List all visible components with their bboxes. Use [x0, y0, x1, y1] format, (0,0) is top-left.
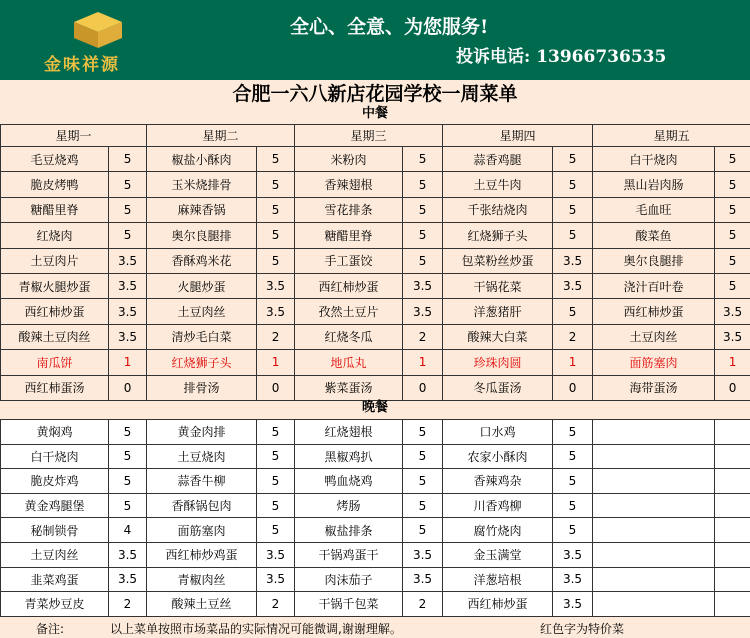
- dish-price: 2: [257, 592, 295, 617]
- dinner-row: [1, 592, 750, 617]
- dish-name: 米粉肉: [295, 147, 403, 172]
- dish-name: 脆皮炸鸡: [1, 469, 109, 494]
- empty-cell: [715, 518, 750, 543]
- day-header: 星期二: [147, 125, 295, 147]
- dish-price: 3.5: [109, 299, 147, 324]
- dish-name: 土豆烧肉: [147, 444, 257, 469]
- dish-price: 5: [109, 420, 147, 445]
- dish-price: 5: [553, 299, 593, 324]
- dish-price: 5: [257, 248, 295, 273]
- dish-price: 2: [403, 592, 443, 617]
- dish-price: 5: [257, 444, 295, 469]
- dish-price: 5: [109, 469, 147, 494]
- dish-name: 农家小酥肉: [443, 444, 553, 469]
- dish-name: 鸭血烧鸡: [295, 469, 403, 494]
- dish-price: 5: [257, 197, 295, 222]
- dinner-section-label: 晚餐: [361, 400, 388, 415]
- dish-name: 千张结烧肉: [443, 197, 553, 222]
- dish-price: 3.5: [257, 542, 295, 567]
- lunch-row: [1, 172, 750, 197]
- header-banner: [0, 0, 750, 80]
- dish-name: 香酥鸡米花: [147, 248, 257, 273]
- dish-name: 红烧冬瓜: [295, 324, 403, 349]
- dish-price: 5: [553, 518, 593, 543]
- dish-name: 玉米烧排骨: [147, 172, 257, 197]
- dish-price: 0: [715, 375, 750, 400]
- dinner-table: [0, 419, 750, 617]
- dish-price: 0: [109, 375, 147, 400]
- dish-price: 3.5: [257, 273, 295, 298]
- lunch-row: [1, 147, 750, 172]
- dish-name: 干锅千包菜: [295, 592, 403, 617]
- dish-name: 西红柿炒蛋: [295, 273, 403, 298]
- day-header: 星期四: [443, 125, 593, 147]
- dish-price: 3.5: [109, 324, 147, 349]
- dish-price: 3.5: [715, 299, 750, 324]
- dish-name: 土豆肉丝: [147, 299, 257, 324]
- dish-price: 4: [109, 518, 147, 543]
- dish-name: 香辣鸡杂: [443, 469, 553, 494]
- dish-price: 5: [715, 147, 750, 172]
- dish-name: 酸辣大白菜: [443, 324, 553, 349]
- dish-price: 3.5: [403, 567, 443, 592]
- dish-price: 1: [715, 350, 750, 375]
- dish-price: 5: [403, 420, 443, 445]
- dish-name: 秘制锁骨: [1, 518, 109, 543]
- dinner-row: [1, 469, 750, 494]
- dish-price: 5: [553, 469, 593, 494]
- dish-name: 腐竹烧肉: [443, 518, 553, 543]
- dinner-row: [1, 567, 750, 592]
- dish-price: 5: [109, 172, 147, 197]
- footer: [0, 618, 750, 638]
- dish-name: 脆皮烤鸭: [1, 172, 109, 197]
- dish-price: 5: [257, 172, 295, 197]
- lunch-row: [1, 299, 750, 324]
- dish-price: 3.5: [715, 324, 750, 349]
- dish-name: 糖醋里脊: [295, 223, 403, 248]
- empty-cell: [715, 542, 750, 567]
- dish-name: 排骨汤: [147, 375, 257, 400]
- dish-name: 糖醋里脊: [1, 197, 109, 222]
- empty-cell: [593, 518, 715, 543]
- dish-price: 3.5: [553, 248, 593, 273]
- logo-text: 金味祥源: [44, 55, 120, 75]
- dish-price: 5: [553, 420, 593, 445]
- dish-price: 3.5: [553, 542, 593, 567]
- dinner-row: [1, 420, 750, 445]
- lunch-section-label: 中餐: [361, 106, 388, 121]
- dish-name: 面筋塞肉: [593, 350, 715, 375]
- dish-name: 黑椒鸡扒: [295, 444, 403, 469]
- dish-name: 西红柿炒蛋: [1, 299, 109, 324]
- dish-name: 肉沫茄子: [295, 567, 403, 592]
- dish-name: 香辣翅根: [295, 172, 403, 197]
- dish-price: 3.5: [553, 592, 593, 617]
- dish-name: 酸菜鱼: [593, 223, 715, 248]
- dish-price: 0: [553, 375, 593, 400]
- lunch-row: [1, 273, 750, 298]
- dinner-row: [1, 518, 750, 543]
- footer-label: 备注:: [36, 622, 65, 636]
- lunch-row: [1, 223, 750, 248]
- dish-price: 5: [553, 147, 593, 172]
- empty-cell: [715, 444, 750, 469]
- lunch-table: [0, 124, 750, 401]
- day-header: 星期五: [593, 125, 750, 147]
- dish-price: 2: [109, 592, 147, 617]
- dish-price: 3.5: [109, 273, 147, 298]
- dish-name: 面筋塞肉: [147, 518, 257, 543]
- dish-price: 5: [553, 444, 593, 469]
- dish-name: 火腿炒蛋: [147, 273, 257, 298]
- dish-price: 5: [553, 172, 593, 197]
- dish-name: 毛血旺: [593, 197, 715, 222]
- lunch-row: [1, 350, 750, 375]
- dish-price: 5: [109, 197, 147, 222]
- dish-price: 5: [257, 147, 295, 172]
- dish-price: 0: [257, 375, 295, 400]
- dish-name: 毛豆烧鸡: [1, 147, 109, 172]
- lunch-row: [1, 248, 750, 273]
- empty-cell: [593, 444, 715, 469]
- dish-name: 地瓜丸: [295, 350, 403, 375]
- dish-name: 西红柿炒鸡蛋: [147, 542, 257, 567]
- dish-price: 5: [109, 444, 147, 469]
- dish-name: 黑山岩肉肠: [593, 172, 715, 197]
- dish-name: 土豆肉丝: [593, 324, 715, 349]
- dish-name: 土豆肉片: [1, 248, 109, 273]
- dish-price: 1: [553, 350, 593, 375]
- empty-cell: [715, 420, 750, 445]
- dish-price: 2: [257, 324, 295, 349]
- empty-cell: [715, 469, 750, 494]
- dish-price: 5: [257, 420, 295, 445]
- complaint-hotline: 投诉电话: 13966736535: [456, 47, 667, 67]
- dish-name: 蒜香牛柳: [147, 469, 257, 494]
- dish-price: 5: [403, 223, 443, 248]
- dish-price: 3.5: [403, 542, 443, 567]
- dish-price: 5: [257, 469, 295, 494]
- dish-price: 5: [715, 197, 750, 222]
- dish-name: 川香鸡柳: [443, 493, 553, 518]
- dish-name: 冬瓜蛋汤: [443, 375, 553, 400]
- dish-name: 烤肠: [295, 493, 403, 518]
- dish-name: 土豆牛肉: [443, 172, 553, 197]
- empty-cell: [715, 493, 750, 518]
- lunch-row: [1, 197, 750, 222]
- dish-name: 西红柿炒蛋: [443, 592, 553, 617]
- empty-cell: [593, 592, 715, 617]
- dish-name: 韭菜鸡蛋: [1, 567, 109, 592]
- dish-name: 酸辣土豆肉丝: [1, 324, 109, 349]
- dish-price: 5: [109, 147, 147, 172]
- dish-name: 红烧狮子头: [443, 223, 553, 248]
- dish-name: 珍珠肉圆: [443, 350, 553, 375]
- dish-name: 青椒火腿炒蛋: [1, 273, 109, 298]
- dish-name: 干锅鸡蛋干: [295, 542, 403, 567]
- dish-price: 2: [403, 324, 443, 349]
- dish-name: 金玉满堂: [443, 542, 553, 567]
- dish-price: 5: [403, 518, 443, 543]
- dish-price: 1: [403, 350, 443, 375]
- dish-name: 南瓜饼: [1, 350, 109, 375]
- dish-price: 3.5: [403, 299, 443, 324]
- dinner-row: [1, 444, 750, 469]
- dish-name: 西红柿炒蛋: [593, 299, 715, 324]
- dish-price: 1: [257, 350, 295, 375]
- dinner-row: [1, 493, 750, 518]
- dish-name: 红烧肉: [1, 223, 109, 248]
- dish-price: 5: [553, 493, 593, 518]
- footer-legend: 红色字为特价菜: [540, 622, 625, 636]
- dish-name: 椒盐排条: [295, 518, 403, 543]
- empty-cell: [593, 542, 715, 567]
- dish-name: 口水鸡: [443, 420, 553, 445]
- empty-cell: [593, 469, 715, 494]
- lunch-row: [1, 324, 750, 349]
- day-header: 星期一: [1, 125, 147, 147]
- dish-name: 黄金鸡腿堡: [1, 493, 109, 518]
- dish-name: 浇汁百叶卷: [593, 273, 715, 298]
- dish-price: 5: [553, 223, 593, 248]
- dish-price: 5: [715, 273, 750, 298]
- page-title: 合肥一六八新店花园学校一周菜单: [232, 83, 518, 105]
- empty-cell: [593, 420, 715, 445]
- dish-price: 5: [109, 223, 147, 248]
- dish-price: 5: [403, 493, 443, 518]
- dish-price: 3.5: [109, 248, 147, 273]
- dish-name: 奥尔良腿排: [147, 223, 257, 248]
- dish-price: 5: [257, 518, 295, 543]
- day-header: 星期三: [295, 125, 443, 147]
- dish-price: 3.5: [109, 567, 147, 592]
- dish-price: 3.5: [403, 273, 443, 298]
- empty-cell: [593, 493, 715, 518]
- dish-name: 黄金肉排: [147, 420, 257, 445]
- dish-price: 2: [553, 324, 593, 349]
- dish-name: 奥尔良腿排: [593, 248, 715, 273]
- day-header-row: [1, 125, 750, 147]
- dish-name: 雪花排条: [295, 197, 403, 222]
- dish-name: 海带蛋汤: [593, 375, 715, 400]
- dish-price: 5: [403, 197, 443, 222]
- dish-price: 5: [553, 197, 593, 222]
- dish-price: 1: [109, 350, 147, 375]
- dish-name: 红烧翅根: [295, 420, 403, 445]
- empty-cell: [593, 567, 715, 592]
- dish-price: 5: [403, 172, 443, 197]
- dish-price: 5: [109, 493, 147, 518]
- dish-price: 5: [257, 493, 295, 518]
- dish-price: 5: [715, 172, 750, 197]
- dish-price: 5: [715, 223, 750, 248]
- dish-name: 洋葱培根: [443, 567, 553, 592]
- dish-name: 白干烧肉: [593, 147, 715, 172]
- dish-name: 香酥锅包肉: [147, 493, 257, 518]
- dish-price: 5: [403, 248, 443, 273]
- empty-cell: [715, 567, 750, 592]
- dish-name: 蒜香鸡腿: [443, 147, 553, 172]
- dish-price: 0: [403, 375, 443, 400]
- dish-price: 3.5: [109, 542, 147, 567]
- dish-name: 白干烧肉: [1, 444, 109, 469]
- dish-name: 紫菜蛋汤: [295, 375, 403, 400]
- lunch-row: [1, 375, 750, 400]
- dish-name: 土豆肉丝: [1, 542, 109, 567]
- dish-name: 手工蛋饺: [295, 248, 403, 273]
- footer-note: 以上菜单按照市场菜品的实际情况可能微调,谢谢理解。: [110, 622, 402, 636]
- dish-name: 洋葱猪肝: [443, 299, 553, 324]
- slogan: 全心、全意、为您服务!: [290, 16, 489, 38]
- dish-name: 包菜粉丝炒蛋: [443, 248, 553, 273]
- dish-name: 西红柿蛋汤: [1, 375, 109, 400]
- dish-price: 3.5: [257, 299, 295, 324]
- logo-icon: [72, 10, 124, 50]
- dish-name: 清炒毛白菜: [147, 324, 257, 349]
- dish-price: 3.5: [553, 273, 593, 298]
- dish-price: 5: [403, 444, 443, 469]
- dish-price: 5: [715, 248, 750, 273]
- dish-price: 3.5: [553, 567, 593, 592]
- dish-price: 5: [403, 147, 443, 172]
- dish-price: 5: [403, 469, 443, 494]
- dish-price: 5: [257, 223, 295, 248]
- dish-name: 黄焖鸡: [1, 420, 109, 445]
- dish-price: 3.5: [257, 567, 295, 592]
- dish-name: 椒盐小酥肉: [147, 147, 257, 172]
- dish-name: 麻辣香锅: [147, 197, 257, 222]
- dish-name: 酸辣土豆丝: [147, 592, 257, 617]
- empty-cell: [715, 592, 750, 617]
- dish-name: 干锅花菜: [443, 273, 553, 298]
- dish-name: 孜然土豆片: [295, 299, 403, 324]
- dish-name: 青椒肉丝: [147, 567, 257, 592]
- dish-name: 青菜炒豆皮: [1, 592, 109, 617]
- dinner-row: [1, 542, 750, 567]
- dish-name: 红烧狮子头: [147, 350, 257, 375]
